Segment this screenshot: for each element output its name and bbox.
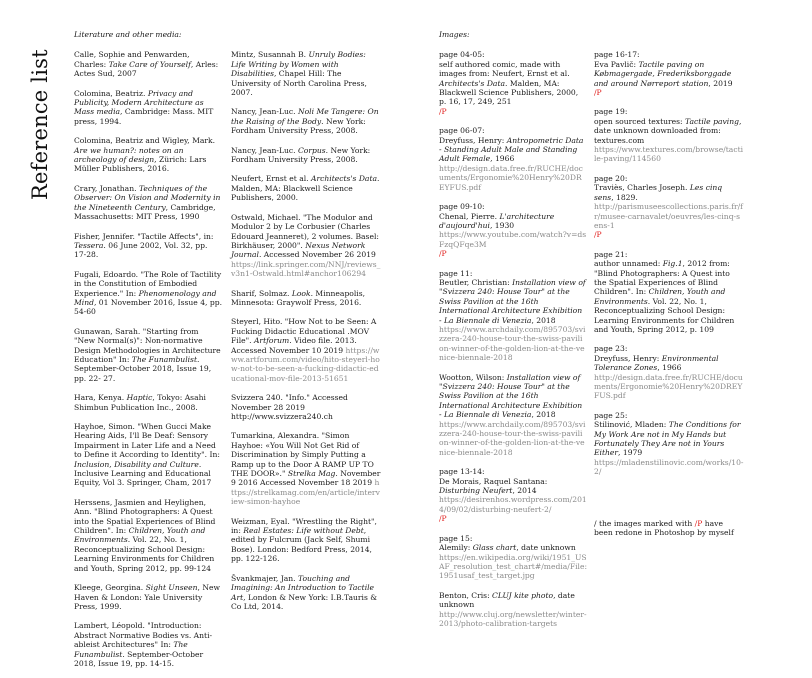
- page-label: page 19:: [594, 107, 628, 117]
- entry-title: Touching and Imagining: An Introduction to Tactile Art: [231, 573, 375, 602]
- footnote-text-end: have been redone in Photoshop by myself: [594, 519, 734, 538]
- entry-title: Fig.1: [662, 259, 683, 269]
- reference-entry: [439, 202, 587, 258]
- entry-text: . Inclusive Learning and Educational Equity, Vol 3. Springer, Cham, 2017: [74, 459, 212, 488]
- reference-entry: [594, 250, 744, 335]
- page-label: page 23:: [594, 344, 628, 354]
- entry-text: . November 9 2016 Accessed November 18 2019: [231, 469, 381, 488]
- reference-entry: [231, 431, 381, 506]
- url-link[interactable]: https://www.youtube.com/watch?v=dsFzqQFqe3M: [439, 230, 587, 249]
- entry-text: Švankmajer, Jan.: [231, 573, 299, 583]
- entry-text: Stilinović, Mladen:: [594, 420, 669, 430]
- url-link[interactable]: https://link.springer.com/NNJ/reviews_v3n1-Ostwald.html#anchor106294: [231, 259, 381, 279]
- url-link[interactable]: http://www.cluj.org/newsletter/winter-2013/photo-calibration-targets: [439, 609, 587, 628]
- entry-text: Sharif, Solmaz.: [231, 288, 292, 298]
- reference-entry: [594, 344, 744, 400]
- url-link[interactable]: http://parismuseescollections.paris.fr/fr/musee-carnavalet/oeuvres/les-cinq-sens-1: [594, 202, 743, 230]
- entry-text: . Vol. 22, No. 1, Reconceptualizing School Design: Learning Environments for Children and Youth, Spring 2012, p. 109: [594, 296, 735, 334]
- entry-text: , 1829.: [611, 192, 638, 202]
- url-link[interactable]: https://mladenstilinovic.com/works/10-2/: [594, 457, 744, 477]
- entry-text: Beutler, Christian:: [439, 277, 513, 287]
- entry-title: The Conditions for My Work Are not in My Hands but Fortunately They Are not in Yours Either: [594, 420, 741, 458]
- entry-text: , 1966: [490, 154, 515, 164]
- entry-text: , edited by Fulcrum (Jack Self, Shumi Bose). London: Bedford Press, 2014, pp. 122-126.: [231, 526, 372, 564]
- page-label: page 25:: [594, 410, 628, 420]
- entry-text: self authored comic, made with images from: Neufert, Ernst et al.: [439, 59, 570, 79]
- entry-title: Strelka Mag: [287, 469, 336, 479]
- page-label: page 20:: [594, 173, 628, 183]
- footnote-text-start: / the images marked with: [594, 519, 695, 528]
- url-link[interactable]: https://en.wikipedia.org/wiki/1951_USAF_resolution_test_chart#/media/File:1951usaf_test_target.jpg: [439, 552, 588, 581]
- entry-title: L'architecture d'aujourd'hui: [439, 211, 555, 230]
- entry-title: Nexus Network Journal: [231, 240, 366, 260]
- entry-text: Lambert, Léopold. "Introduction: Abstract Normative Bodies vs. Anti-ableist Architectures" In:: [74, 621, 213, 650]
- entry-text: , Chapel Hill: The University of North Carolina Press, 2007.: [231, 69, 367, 98]
- entry-text: Neufert, Ernst et al.: [231, 174, 312, 184]
- entry-text: Alemily:: [439, 543, 473, 553]
- reference-entry: [439, 373, 587, 458]
- reference-entry: [74, 498, 222, 573]
- entry-title: Children, Youth and Environments: [594, 287, 726, 306]
- entry-text: , 01 November 2016, Issue 4, pp. 54-60: [74, 297, 223, 317]
- entry-text: . Video file. 2013. Accessed November 10 2019: [231, 336, 357, 355]
- entry-text: Svizzera 240. "Info." Accessed November 28 2019 http://www.svizzera240.ch: [231, 393, 348, 421]
- page-label: page 04-05:: [439, 50, 485, 60]
- entry-title: Tactile paving: [685, 116, 739, 126]
- page-label: page 09-10:: [439, 202, 485, 212]
- reference-entry: [594, 411, 744, 477]
- entry-text: . New York: Fordham University Press, 2008.: [231, 145, 371, 165]
- entry-text: , 2018: [531, 315, 556, 325]
- entry-text: Nancy, Jean-Luc.: [231, 145, 298, 155]
- entry-text: . Malden, MA: Blackwell Science Publishers, 2000.: [231, 174, 380, 203]
- url-link[interactable]: https://www.archdaily.com/895703/svizzera-240-house-tour-the-swiss-pavilion-winner-of-the-golden-lion-at-the-venice-biennale-2018: [439, 324, 586, 363]
- entry-text: . Minneapolis, Minnesota: Graywolf Press, 2016.: [231, 288, 366, 307]
- reference-entry: [594, 107, 744, 163]
- page-label: page 15:: [439, 533, 473, 543]
- entry-text: . Malden, MA: Blackwell Science Publishers, 2000, p. 16, 17, 249, 251: [439, 78, 579, 107]
- entry-text: Wootton, Wilson:: [439, 372, 507, 382]
- reference-entry: [74, 270, 222, 317]
- entry-text: Hara, Kenya.: [74, 393, 127, 403]
- entry-text: Fugali, Edoardo. "The Role of Tactility in the Constitution of Embodied Experience." In:: [74, 269, 222, 298]
- entry-text: 06 June 2002, Vol. 32, pp. 17-28.: [74, 240, 208, 260]
- entry-title: CLUJ kite photo: [492, 590, 554, 600]
- url-link[interactable]: https://www.archdaily.com/895703/svizzera-240-house-tour-the-swiss-pavilion-winner-of-the-golden-lion-at-the-venice-biennale-2018: [439, 419, 586, 457]
- entry-title: Installation view of "Svizzera 240: House Tour" at the Swiss Pavilion at the 16th International Architecture Exhibition - La Biennale di Venezia: [439, 372, 583, 420]
- entry-text: Tumarkina, Alexandra. "Simon Hayhoe: «You Will Not Get Rid of Discrimination by Simply Putting a Ramp up to the Door A RAMP UP TO THE DOOR».": [231, 431, 374, 479]
- entry-title: Installation view of "Svizzera 240: House Tour" at the Swiss Pavilion at the 16th International Architecture Exhibition - La Biennale di Venezia: [439, 277, 586, 325]
- entry-text: Hayhoe, Simon. "When Gucci Make Hearing Aids, I'll Be Deaf: Sensory Impairment in Later Life and a Need to Define it According to Identity". In:: [74, 422, 220, 460]
- page-label: page 16-17:: [594, 50, 640, 60]
- reference-entry: [439, 126, 587, 192]
- url-link[interactable]: https://strelkamag.com/en/article/interview-simon-hayhoe: [231, 478, 380, 507]
- entry-text: . New York: Fordham University Press, 2008.: [231, 116, 366, 136]
- images-column-2: [594, 30, 744, 487]
- url-link[interactable]: https://desirenhos.wordpress.com/2014/09/02/disturbing-neufert-2/: [439, 495, 587, 514]
- page-label: page 06-07:: [439, 126, 485, 136]
- entry-text: Colomina, Beatriz and Wigley, Mark.: [74, 136, 216, 146]
- entry-title: Haptic: [126, 393, 153, 403]
- entry-text: , 2019: [708, 78, 733, 88]
- entry-text: , 2014: [512, 486, 537, 496]
- entry-title: Real Estates: Life without Debt: [243, 526, 364, 536]
- reference-entry: [439, 591, 587, 629]
- redone-mark: /P: [439, 106, 447, 116]
- entry-title: Phenomenology and Mind: [74, 288, 217, 307]
- reference-entry: [439, 467, 587, 523]
- entry-text: Herssens, Jasmien and Heylighen, Ann. "Blind Photographers: A Quest into the Spatial Experiences of Blind Children". In:: [74, 497, 216, 536]
- reference-entry: [439, 269, 587, 363]
- entry-title: Architects's Data: [311, 174, 378, 184]
- entry-text: Eva Pavlič:: [594, 59, 639, 69]
- reference-entry: [231, 289, 381, 308]
- reference-entry: [74, 89, 222, 127]
- entry-text: Mintz, Susannah B.: [231, 50, 309, 60]
- page-label: page 13-14:: [439, 467, 485, 477]
- entry-text: . September-October 2018, Issue 19, pp. 14-15.: [74, 649, 204, 668]
- entry-text: , 1979: [618, 448, 643, 458]
- entry-title: Artforum: [253, 336, 290, 346]
- entry-text: Traviès, Charles Joseph.: [594, 183, 690, 193]
- entry-title: Techniques of the Observer: On Vision and Modernity in the Nineteenth Century: [74, 183, 221, 212]
- footnote: [594, 519, 744, 538]
- entry-text: Chenal, Pierre.: [439, 211, 500, 221]
- redone-mark: /P: [594, 88, 602, 98]
- entry-title: Unruly Bodies: Life Writing by Women with Disabilities: [231, 50, 366, 79]
- images-heading: Images:: [439, 30, 470, 39]
- entry-text: Steyerl, Hito. "How Not to be Seen: A Fucking Didactic Educational .MOV File".: [231, 317, 377, 346]
- entry-text: Dreyfuss, Henry:: [439, 135, 507, 145]
- images-column-1: [439, 30, 587, 638]
- entry-title: Les cinq sens: [594, 183, 723, 202]
- entry-text: , Tokyo: Asahi Shimbun Publication Inc., 2008.: [74, 393, 206, 412]
- reference-entry: [231, 146, 381, 165]
- entry-text: Ostwald, Michael. "The Modulor and Modulor 2 by Le Corbusier (Charles Edouard Jeanneret), 2 volumes. Basel: Birkhäuser, 2000".: [231, 212, 379, 250]
- reference-entry: [74, 583, 222, 611]
- url-link[interactable]: https://www.textures.com/browse/tactile-paving/114560: [594, 145, 744, 164]
- reference-entry: [594, 50, 744, 97]
- entry-title: Disturbing Neufert: [439, 486, 513, 496]
- reference-entry: [439, 50, 587, 116]
- entry-text: , 2012 from: "Blind Photographers: A Quest into the Spatial Experiences of Blind Children". In:: [594, 259, 730, 297]
- entry-title: Look: [291, 288, 311, 298]
- reference-entry: [231, 393, 381, 421]
- entry-title: Inclusion, Disability and Culture: [74, 459, 199, 469]
- reference-entry: [74, 232, 222, 260]
- literature-column-1: [74, 30, 222, 678]
- literature-column-2: [231, 30, 381, 621]
- url-link[interactable]: https://www.artforum.com/video/hito-steyerl-how-not-to-be-seen-a-fucking-didactic-educational-mov-file-2013-51651: [231, 345, 380, 383]
- reference-entry: [231, 517, 381, 564]
- page-label: page 21:: [594, 249, 628, 259]
- entry-text: Nancy, Jean-Luc.: [231, 107, 298, 117]
- entry-title: Environmental Tolerance Zones: [594, 353, 719, 373]
- entry-text: , 1930: [489, 220, 515, 230]
- reference-entry: [74, 327, 222, 383]
- entry-text: Kleege, Georgina.: [74, 583, 146, 593]
- reference-entry: [231, 317, 381, 383]
- reference-entry: [74, 621, 222, 668]
- entry-text: , date unknown: [439, 590, 575, 610]
- entry-title: Glass chart: [472, 543, 517, 553]
- entry-title: Tactile paving on Købmagergade, Frederiksborggade and around Nørreport station: [594, 59, 732, 88]
- entry-text: Colomina, Beatriz.: [74, 88, 148, 98]
- entry-title: The Funambulist: [74, 640, 188, 659]
- entry-title: Corpus: [297, 145, 326, 155]
- reference-entry: [231, 574, 381, 612]
- entry-text: , date unknown downloaded from: textures.com: [594, 116, 742, 145]
- reference-entry: [74, 422, 222, 488]
- entry-text: author unnamed:: [594, 259, 663, 269]
- entry-text: Fisher, Jennifer. "Tactile Affects", in:: [74, 231, 214, 241]
- entry-title: The Funambulist: [131, 354, 197, 364]
- entry-text: , Cambridge: Mass. MIT press, 1994.: [74, 107, 214, 126]
- reference-entry: [231, 213, 381, 279]
- reference-entry: [439, 534, 587, 581]
- redone-mark: /P: [439, 514, 447, 524]
- entry-text: Gunawan, Sarah. "Starting from "New Normal(s)": Non-normative Design Methodologies in Architecture Education" In:: [74, 326, 221, 364]
- entry-text: , 2018: [531, 410, 556, 420]
- entry-text: open sourced textures:: [594, 116, 686, 126]
- entry-text: Weizman, Eyal. "Wrestling the Right", in:: [231, 516, 377, 536]
- entry-text: De Morais, Raquel Santana:: [439, 476, 548, 486]
- redone-mark: /P: [439, 249, 447, 259]
- entry-text: Benton, Cris:: [439, 590, 493, 600]
- reference-entry: [231, 174, 381, 202]
- entry-text: . Vol. 22, No. 1, Reconceptualizing School Design: Learning Environments for Children and Youth, Spring 2012, pp. 99-124: [74, 535, 215, 573]
- entry-text: , Arles: Actes Sud, 2007: [74, 59, 219, 79]
- entry-text: Dreyfuss, Henry:: [594, 353, 662, 363]
- entry-title: Sight Unseen: [145, 583, 198, 593]
- redone-mark: /P: [694, 519, 703, 528]
- entry-title: Are we human?: notes on an archeology of design: [74, 145, 184, 165]
- reference-entry: [74, 136, 222, 174]
- entry-text: , New Haven & London: Yale University Press, 1999.: [74, 583, 220, 611]
- reference-entry: [74, 393, 222, 412]
- reference-entry: [231, 107, 381, 135]
- entry-title: Privacy and Publicity, Modern Architecture as Mass media: [74, 88, 204, 117]
- literature-heading: Literature and other media:: [74, 30, 182, 39]
- entry-text: , date unknown: [516, 543, 576, 553]
- entry-text: , London & New York: I.B.Tauris & Co Ltd, 2014.: [231, 592, 378, 611]
- url-link[interactable]: http://design.data.free.fr/RUCHE/documents/Ergonomie%20Henry%20DREYFUS.pdf: [594, 372, 743, 401]
- entry-text: , Zürich: Lars Müller Publishers, 2016.: [74, 155, 207, 174]
- url-link[interactable]: http://design.data.free.fr/RUCHE/documents/Ergonomie%20Henry%20DREYFUS.pdf: [439, 163, 583, 192]
- entry-text: . Accessed November 26 2019: [258, 250, 376, 260]
- reference-entry: [594, 174, 744, 240]
- entry-title: Tessera.: [74, 240, 106, 250]
- entry-title: Architects's Data: [439, 78, 506, 88]
- entry-title: Children, Youth and Environments: [74, 526, 206, 545]
- page-label: page 11:: [439, 268, 473, 278]
- reference-entry: [231, 50, 381, 97]
- entry-title: Antropometric Data - Standing Adult Male and Standing Adult Female: [439, 135, 584, 164]
- reference-entry: [74, 50, 222, 78]
- entry-text: . September-October 2018, Issue 19, pp. 22- 27.: [74, 354, 212, 383]
- entry-text: , 1966: [657, 363, 682, 373]
- page-title: Reference list: [28, 49, 52, 200]
- entry-title: Noli Me Tangere: On the Raising of the Body: [231, 107, 379, 126]
- entry-text: Calle, Sophie and Penwarden, Charles:: [74, 50, 190, 69]
- reference-entry: [74, 184, 222, 222]
- redone-mark: /P: [594, 230, 602, 240]
- entry-title: Take Care of Yourself: [108, 59, 191, 69]
- entry-text: , Cambridge, Massachusetts: MIT Press, 1990: [74, 202, 216, 222]
- entry-text: Crary, Jonathan.: [74, 183, 139, 193]
